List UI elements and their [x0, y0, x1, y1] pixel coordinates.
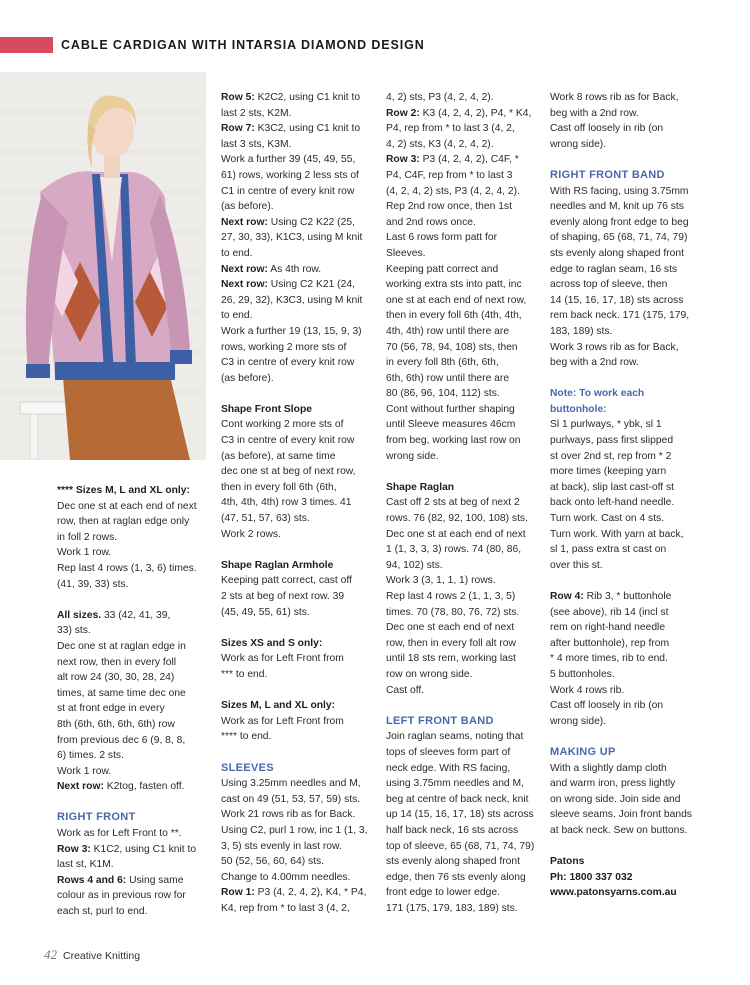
instruction-line: needles and M, knit up 76 sts: [550, 201, 684, 213]
instruction-line: 183, 189) sts.: [550, 325, 613, 337]
instruction-line: using 3.75mm needles and M,: [386, 778, 524, 790]
row-label: Next row:: [221, 263, 268, 275]
instruction-line: C3 in centre of every knit row: [221, 357, 355, 369]
instruction-line: Cast off loosely in rib (on: [550, 123, 664, 135]
instruction-line: and 2nd rows once.: [386, 216, 476, 228]
page-footer: [44, 947, 140, 963]
instruction-line: Work 3 (3, 1, 1, 1) rows.: [386, 575, 496, 587]
instruction-line: Cont without further shaping: [386, 403, 515, 415]
instruction-line: then in every foll 6th (6th,: [221, 481, 337, 493]
publication-name: Creative Knitting: [63, 950, 141, 962]
instruction-line: times, at same time dec one: [57, 687, 186, 699]
page-number: 42: [44, 947, 57, 962]
instruction-line: [550, 589, 710, 605]
instruction-line: edge to raglan seam, 16 sts: [550, 263, 678, 275]
instruction-line: (as before).: [221, 201, 274, 213]
instruction-line: 4th, 4th) row until there are: [386, 325, 510, 337]
instruction-line: last 2 sts, K2M.: [221, 107, 292, 119]
instruction-line: [57, 779, 207, 795]
instruction-text: K2C2, using C1 knit to: [254, 92, 361, 103]
instruction-line: [57, 873, 207, 889]
paragraph-gap: [221, 620, 379, 636]
paragraph-gap: [221, 745, 379, 761]
note-heading: Note: To work each: [550, 388, 645, 400]
instruction-text: Rib 3, * buttonhole: [583, 591, 672, 602]
instruction-line: rows, working 2 more sts of: [221, 341, 347, 353]
instruction-line: beg at centre of back neck, knit: [386, 793, 529, 805]
instruction-line: Rep last 4 rows (1, 3, 6) times.: [57, 562, 197, 574]
paragraph-gap: [550, 839, 710, 855]
instruction-text: K3 (4, 2, 4, 2), P4, * K4,: [419, 107, 532, 119]
instruction-line: 1 (1, 3, 3, 3) rows. 74 (80, 86,: [386, 544, 522, 556]
paragraph-gap: [550, 371, 710, 387]
instruction-line: Dec one st at each end of next: [57, 500, 197, 512]
instruction-line: beg with a 2nd row.: [550, 107, 639, 119]
instruction-line: Work 2 rows.: [221, 528, 281, 540]
instruction-line: rem on right-hand needle: [550, 622, 666, 634]
instruction-line: 14 (15, 16, 17, 18) sts across: [550, 294, 684, 306]
header-accent-bar: [0, 37, 53, 53]
instruction-line: at back), slip last cast-off st: [550, 481, 674, 493]
instruction-line: Work as for Left Front from: [221, 715, 344, 727]
instruction-line: Cast off loosely in rib (on: [550, 700, 664, 712]
instruction-line: from previous dec 6 (9, 8, 8,: [57, 734, 186, 746]
text-column-1: [57, 483, 207, 920]
instruction-line: Dec one st each end of next: [386, 622, 515, 634]
instruction-line: 26, 29, 32), K3C3, using M knit: [221, 294, 363, 306]
instruction-text: Using C2 K22 (25,: [267, 216, 355, 228]
instruction-line: 3, 5) sts evenly in last row.: [221, 840, 342, 852]
instruction-line: and warm iron, press lightly: [550, 778, 676, 790]
row-label: Next row:: [221, 279, 268, 291]
instruction-line: in every foll 8th (6th, 6th,: [386, 357, 499, 369]
instruction-line: 2 sts at beg of next row. 39: [221, 591, 345, 602]
instruction-line: With a slightly damp cloth: [550, 762, 667, 774]
instruction-line: Turn work. With yarn at back,: [550, 528, 684, 540]
instruction-text: P3 (4, 2, 4, 2), K4, * P4,: [254, 887, 367, 899]
instruction-text: K3C2, using C1 knit to: [254, 123, 361, 135]
paragraph-gap: [57, 795, 207, 811]
instruction-line: Cont working 2 more sts of: [221, 419, 344, 431]
section-heading: LEFT FRONT BAND: [386, 714, 494, 727]
instruction-line: each st, purl to end.: [57, 906, 148, 918]
instruction-line: 61) rows, working 2 less sts of: [221, 169, 359, 181]
instruction-line: then in every foll 6th (4th, 4th,: [386, 310, 522, 322]
subheading: www.patonsyarns.com.au: [550, 887, 677, 899]
instruction-line: 171 (175, 179, 183, 189) sts.: [386, 902, 518, 914]
instruction-line: rows. 76 (82, 92, 100, 108) sts.: [386, 513, 528, 525]
instruction-line: 80 (86, 96, 104, 112) sts.: [386, 388, 500, 400]
instruction-text: Using C2 K21 (24,: [267, 279, 355, 291]
instruction-line: [221, 277, 379, 293]
instruction-line: neck edge. With RS facing,: [386, 762, 511, 774]
instruction-line: (47, 51, 57, 63) sts.: [221, 513, 310, 525]
instruction-line: to end.: [221, 247, 253, 259]
subheading: Sizes XS and S only:: [221, 637, 323, 649]
instruction-line: rem back neck. 171 (175, 179,: [550, 310, 690, 322]
instruction-line: after buttonhole), rep from: [550, 637, 670, 649]
instruction-line: 27, 30, 33), K1C3, using M knit: [221, 232, 363, 244]
instruction-line: cast on 49 (51, 53, 57, 59) sts.: [221, 793, 361, 805]
instruction-line: Keeping patt correct, cast off: [221, 575, 352, 587]
instruction-line: st at front edge in every: [57, 703, 165, 715]
instruction-line: Work as for Left Front from: [221, 653, 344, 665]
section-heading: SLEEVES: [221, 761, 274, 774]
instruction-line: across top of sleeve, then: [550, 279, 668, 291]
subheading: Ph: 1800 337 032: [550, 871, 633, 883]
section-heading: MAKING UP: [550, 745, 616, 758]
instruction-text: As 4th row.: [267, 263, 322, 275]
instruction-line: [221, 262, 379, 278]
row-label: Row 7:: [221, 123, 255, 135]
row-label: Next row:: [221, 216, 268, 228]
instruction-line: (45, 49, 55, 61) sts.: [221, 606, 310, 618]
instruction-line: Work 21 rows rib as for Back.: [221, 809, 356, 821]
instruction-line: beg with a 2nd row.: [550, 357, 639, 369]
instruction-line: alt row 24 (30, 30, 28, 24): [57, 672, 175, 684]
text-column-4: [550, 90, 710, 901]
instruction-line: working extra sts into patt, inc: [386, 279, 522, 291]
instruction-line: edge, then 76 sts evenly along: [386, 871, 526, 883]
instruction-line: Last 6 rows form patt for: [386, 232, 498, 244]
instruction-line: to end.: [221, 310, 253, 322]
instruction-line: 50 (52, 56, 60, 64) sts.: [221, 856, 325, 868]
instruction-line: row, then at raglan edge only: [57, 516, 190, 528]
instruction-text: 33 (42, 41, 39,: [101, 609, 171, 621]
instruction-line: (as before).: [221, 372, 274, 384]
subheading: **** Sizes M, L and XL only:: [57, 485, 190, 496]
row-label: Row 4:: [550, 591, 584, 602]
instruction-line: sts evenly along shaped front: [386, 856, 520, 868]
instruction-line: Work 1 row.: [57, 547, 112, 559]
instruction-line: 6th, 6th) row until there are: [386, 372, 510, 384]
instruction-line: Using C2, purl 1 row, inc 1 (1, 3,: [221, 824, 368, 836]
instruction-line: (as before), at same time: [221, 450, 336, 462]
section-heading: RIGHT FRONT: [57, 811, 136, 824]
instruction-line: 5 buttonholes.: [550, 668, 615, 680]
instruction-line: up 14 (15, 16, 17, 18) sts across: [386, 809, 534, 821]
instruction-line: Work 1 row.: [57, 765, 112, 777]
text-column-3: [386, 90, 544, 916]
instruction-line: row on wrong side.: [386, 668, 473, 680]
instruction-line: Work a further 19 (13, 15, 9, 3): [221, 325, 362, 337]
instruction-line: Join raglan seams, noting that: [386, 731, 524, 743]
note-heading: buttonhole:: [550, 403, 607, 415]
subheading: Patons: [550, 856, 585, 868]
instruction-line: Change to 4.00mm needles.: [221, 871, 351, 883]
instruction-line: [386, 106, 544, 122]
subheading: Sizes M, L and XL only:: [221, 700, 336, 712]
paragraph-gap: [386, 464, 544, 480]
instruction-line: Work 4 rows rib.: [550, 684, 625, 696]
subheading: Shape Raglan: [386, 481, 455, 493]
paragraph-gap: [550, 152, 710, 168]
instruction-line: Rep last 4 rows 2 (1, 1, 3, 5): [386, 591, 516, 602]
instruction-line: over this st.: [550, 559, 603, 571]
instruction-line: P4, C4F, rep from * to last 3: [386, 169, 513, 181]
instruction-line: [221, 90, 379, 106]
instruction-line: (41, 39, 33) sts.: [57, 578, 129, 590]
row-label: Row 2:: [386, 107, 420, 119]
instruction-line: last 3 sts, K3M.: [221, 138, 292, 150]
instruction-line: at back neck. Sew on buttons.: [550, 824, 688, 836]
section-heading: RIGHT FRONT BAND: [550, 168, 665, 181]
paragraph-gap: [221, 542, 379, 558]
instruction-line: Dec one st at raglan edge in: [57, 640, 186, 652]
instruction-line: sl 1, pass extra st cast on: [550, 544, 667, 556]
instruction-line: half back neck, 16 sts across: [386, 824, 519, 836]
paragraph-gap: [550, 573, 710, 589]
instruction-line: * 4 more times, rib to end.: [550, 653, 668, 665]
paragraph-gap: [221, 683, 379, 699]
instruction-line: 4, 2) sts, P3 (4, 2, 4, 2).: [386, 92, 494, 103]
instruction-line: P4, rep from * to last 3 (4, 2,: [386, 123, 515, 135]
instruction-line: Sleeves.: [386, 247, 426, 259]
instruction-line: Cast off.: [386, 684, 425, 696]
instruction-line: times. 70 (78, 80, 76, 72) sts.: [386, 606, 520, 618]
row-label: Row 3:: [57, 843, 91, 855]
instruction-line: last st, K1M.: [57, 859, 114, 871]
instruction-line: of shaping, 65 (68, 71, 74, 79): [550, 232, 688, 244]
subheading: Shape Raglan Armhole: [221, 559, 334, 571]
instruction-line: purlways, pass first slipped: [550, 435, 674, 447]
instruction-line: *** to end.: [221, 668, 268, 680]
instruction-line: 33) sts.: [57, 625, 91, 637]
instruction-line: until Sleeve measures 46cm: [386, 419, 516, 431]
row-label: Row 5:: [221, 92, 255, 103]
instruction-line: [57, 608, 207, 624]
instruction-line: Rep 2nd row once, then 1st: [386, 201, 512, 213]
instruction-text: Using same: [126, 874, 184, 886]
model-photo: [0, 72, 206, 460]
instruction-line: 4, 2) sts, K3 (4, 2, 4, 2).: [386, 138, 494, 150]
instruction-line: wrong side).: [550, 715, 607, 727]
instruction-line: Cast off 2 sts at beg of next 2: [386, 497, 520, 509]
row-label: Next row:: [57, 781, 104, 793]
row-label: Row 1:: [221, 887, 255, 899]
instruction-line: C1 in centre of every knit row: [221, 185, 355, 197]
instruction-line: one st at each end of next row,: [386, 294, 527, 306]
instruction-text: P3 (4, 2, 4, 2), C4F, *: [419, 154, 519, 166]
paragraph-gap: [550, 729, 710, 745]
instruction-line: C3 in centre of every knit row: [221, 435, 355, 447]
instruction-line: back onto left-hand needle.: [550, 497, 675, 509]
instruction-line: next row, then in every foll: [57, 656, 177, 668]
instruction-line: Dec one st at each end of next: [386, 528, 526, 540]
paragraph-gap: [57, 592, 207, 608]
instruction-line: Work 8 rows rib as for Back,: [550, 92, 679, 103]
paragraph-gap: [386, 698, 544, 714]
instruction-line: wrong side).: [550, 138, 607, 150]
paragraph-gap: [221, 386, 379, 402]
row-label: Rows 4 and 6:: [57, 874, 127, 886]
instruction-line: sleeve seams. Join front bands: [550, 809, 692, 821]
instruction-line: in foll 2 rows.: [57, 531, 118, 543]
instruction-line: 4th, 4th, 4th) row 3 times. 41: [221, 497, 352, 509]
instruction-line: Turn work. Cast on 4 sts.: [550, 513, 665, 525]
instruction-line: top of sleeve, 65 (68, 71, 74, 79): [386, 840, 535, 852]
page-title: CABLE CARDIGAN WITH INTARSIA DIAMOND DESIGN: [61, 38, 425, 52]
instruction-line: sts evenly along shaped front: [550, 247, 684, 259]
instruction-line: [57, 842, 207, 858]
instruction-line: dec one st at beg of next row,: [221, 466, 356, 478]
row-label: Row 3:: [386, 154, 420, 166]
instruction-line: **** to end.: [221, 731, 272, 743]
instruction-line: more times (keeping yarn: [550, 466, 667, 478]
instruction-line: st over 2nd st, rep from * 2: [550, 450, 672, 462]
instruction-line: tops of sleeves form part of: [386, 746, 511, 758]
row-label: All sizes.: [57, 609, 102, 621]
instruction-line: K4, rep from * to last 3 (4, 2,: [221, 902, 350, 914]
instruction-line: 6) times. 2 sts.: [57, 750, 124, 762]
instruction-line: on wrong side. Join side and: [550, 793, 681, 805]
instruction-line: Sl 1 purlways, * ybk, sl 1: [550, 419, 662, 431]
instruction-line: row, then in every foll alt row: [386, 637, 516, 649]
instruction-line: colour as in previous row for: [57, 890, 186, 902]
instruction-line: Keeping patt correct and: [386, 263, 499, 275]
instruction-line: until 18 sts rem, working last: [386, 653, 516, 665]
instruction-line: front edge to lower edge.: [386, 887, 500, 899]
subheading: Shape Front Slope: [221, 403, 312, 415]
instruction-text: K2tog, fasten off.: [103, 781, 185, 793]
instruction-line: Using 3.25mm needles and M,: [221, 778, 361, 790]
instruction-line: [386, 152, 544, 168]
instruction-line: [221, 215, 379, 231]
instruction-line: (see above), rib 14 (incl st: [550, 606, 669, 618]
instruction-line: 94, 102) sts.: [386, 559, 443, 571]
text-column-2: [221, 90, 379, 916]
instruction-line: 8th (6th, 6th, 6th, 6th) row: [57, 718, 175, 730]
instruction-line: [221, 885, 379, 901]
instruction-line: evenly along front edge to beg: [550, 216, 689, 228]
instruction-line: wrong side.: [386, 450, 439, 462]
instruction-line: Work 3 rows rib as for Back,: [550, 341, 679, 353]
instruction-line: Work as for Left Front to **.: [57, 828, 182, 840]
instruction-text: K1C2, using C1 knit to: [90, 843, 197, 855]
instruction-line: from beg, working last row on: [386, 435, 521, 447]
instruction-line: 70 (56, 78, 94, 108) sts, then: [386, 341, 518, 353]
instruction-line: [221, 121, 379, 137]
instruction-line: (4, 2, 4, 2) sts, P3 (4, 2, 4, 2).: [386, 185, 520, 197]
instruction-line: Work a further 39 (45, 49, 55,: [221, 154, 356, 166]
instruction-line: With RS facing, using 3.75mm: [550, 185, 689, 197]
